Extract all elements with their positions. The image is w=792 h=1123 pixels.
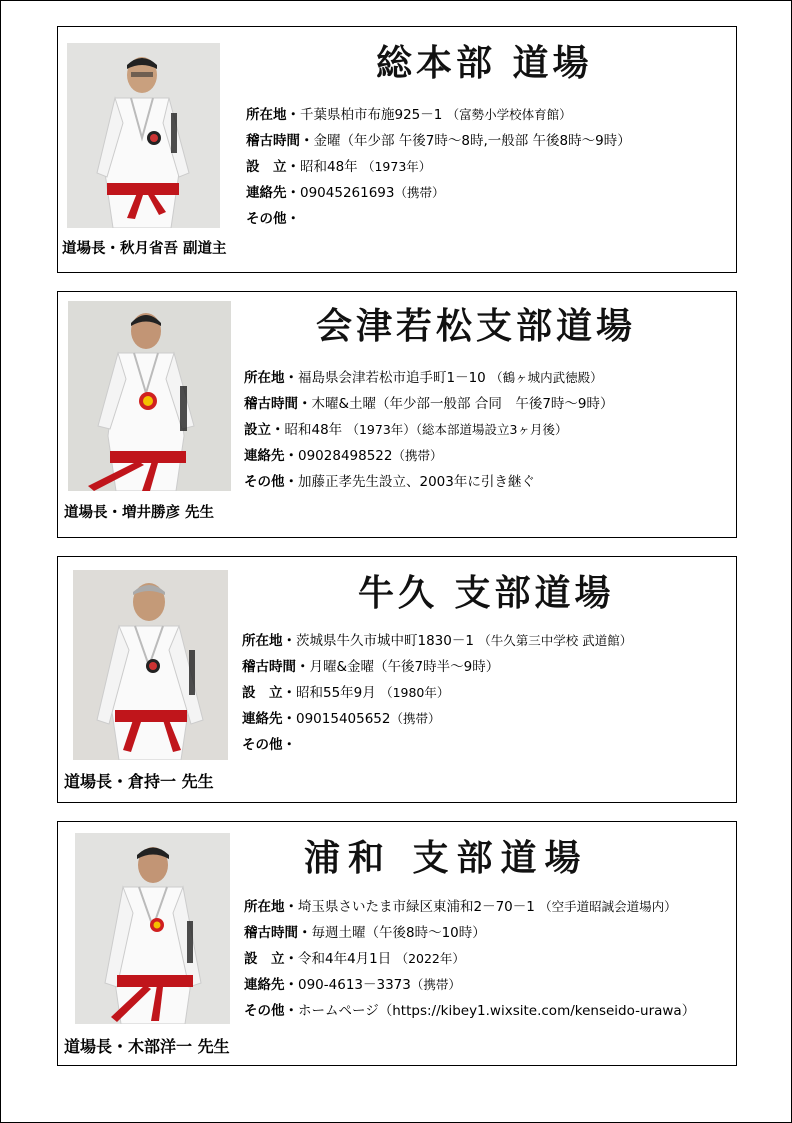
karateka-figure-icon <box>73 570 228 760</box>
info-address <box>244 370 603 386</box>
info-value: 令和4年4月1日 <box>298 951 392 967</box>
info-label: 連絡先・ <box>246 185 300 201</box>
dojo-title: 総本部 道場 <box>376 42 593 84</box>
info-label: 稽古時間・ <box>244 396 312 412</box>
info-value: 09028498522 <box>298 448 393 464</box>
dojo-leader: 道場長・倉持一 先生 <box>64 772 214 791</box>
instructor-photo <box>73 570 228 760</box>
info-founded <box>242 685 449 701</box>
info-label: 連絡先・ <box>244 448 298 464</box>
info-practice-time <box>246 133 631 149</box>
info-note: （携帯） <box>410 977 461 992</box>
dojo-leader: 道場長・増井勝彦 先生 <box>64 505 215 521</box>
info-address <box>246 107 572 123</box>
info-note: （鶴ヶ城内武徳殿） <box>490 370 603 385</box>
info-label: 所在地・ <box>242 633 296 649</box>
dojo-leader: 道場長・木部洋一 先生 <box>64 1037 230 1056</box>
info-practice-time <box>242 659 499 675</box>
instructor-photo <box>75 833 230 1024</box>
info-value: 茨城県牛久市城中町1830－1 <box>296 633 474 649</box>
info-label: その他・ <box>242 737 296 753</box>
instructor-photo <box>67 43 220 228</box>
info-contact <box>244 977 461 993</box>
info-note: （1973年） <box>361 159 432 174</box>
info-value: 090-4613－3373 <box>298 977 411 993</box>
info-value: 月曜&金曜（午後7時半～9時） <box>309 659 500 675</box>
info-value: 09015405652 <box>296 711 391 727</box>
info-label: 稽古時間・ <box>246 133 314 149</box>
info-value: 金曜（年少部 午後7時～8時,一般部 午後8時～9時） <box>313 133 631 149</box>
karateka-figure-icon <box>67 43 220 228</box>
info-label: 稽古時間・ <box>244 925 312 941</box>
info-label: 設立・ <box>244 422 285 438</box>
info-other <box>242 737 296 753</box>
info-label: 連絡先・ <box>244 977 298 993</box>
info-practice-time <box>244 396 614 412</box>
info-address <box>242 633 632 649</box>
dojo-card-sohonbu <box>57 26 737 273</box>
info-note: （1980年） <box>380 685 450 700</box>
info-label: 所在地・ <box>244 899 298 915</box>
info-value: ホームページ（https://kibey1.wixsite.com/kenseido-urawa） <box>298 1003 696 1019</box>
info-value: 昭和55年9月 <box>296 685 376 701</box>
info-label: その他・ <box>244 1003 298 1019</box>
info-note: （携帯） <box>390 711 441 726</box>
info-label: 設 立・ <box>244 951 298 967</box>
info-note: （富勢小学校体育館） <box>446 107 572 122</box>
info-other <box>244 1003 695 1019</box>
karateka-figure-icon <box>75 833 230 1024</box>
info-note: （空手道昭誠会道場内） <box>539 899 677 914</box>
info-other <box>246 211 300 227</box>
info-note: （2022年） <box>395 951 465 966</box>
info-founded <box>244 951 465 967</box>
info-practice-time <box>244 925 486 941</box>
info-founded <box>246 159 431 175</box>
dojo-card-urawa <box>57 821 737 1066</box>
dojo-leader: 道場長・秋月省吾 副道主 <box>62 241 227 257</box>
info-value: 毎週土曜（午後8時～10時） <box>311 925 486 941</box>
info-label: 稽古時間・ <box>242 659 310 675</box>
info-founded <box>244 422 568 438</box>
info-contact <box>244 448 443 464</box>
info-value: 千葉県柏市布施925－1 <box>300 107 443 123</box>
info-note: （牛久第三中学校 武道館） <box>478 633 633 648</box>
info-label: その他・ <box>244 474 298 490</box>
info-value: 加藤正孝先生設立、2003年に引き継ぐ <box>298 474 535 490</box>
info-note: （携帯） <box>394 185 445 200</box>
info-label: 設 立・ <box>242 685 296 701</box>
info-contact <box>242 711 441 727</box>
dojo-card-ushiku <box>57 556 737 803</box>
info-value: 福島県会津若松市追手町1－10 <box>298 370 486 386</box>
info-other <box>244 474 535 490</box>
info-note: （携帯） <box>392 448 443 463</box>
info-label: その他・ <box>246 211 300 227</box>
dojo-title: 浦和 支部道場 <box>304 837 589 879</box>
info-value: 埼玉県さいたま市緑区東浦和2－70－1 <box>298 899 535 915</box>
karateka-figure-icon <box>68 301 231 491</box>
dojo-title: 会津若松支部道場 <box>316 305 637 347</box>
info-value: 木曜&土曜（年少部一般部 合同 午後7時～9時） <box>311 396 614 412</box>
instructor-photo <box>68 301 231 491</box>
info-note: （1973年）（総本部道場設立3ヶ月後） <box>346 422 568 437</box>
dojo-card-aizuwakamatsu <box>57 291 737 538</box>
info-value: 昭和48年 <box>300 159 358 175</box>
info-value: 昭和48年 <box>284 422 343 438</box>
info-contact <box>246 185 445 201</box>
info-label: 所在地・ <box>244 370 298 386</box>
info-value: 09045261693 <box>300 185 395 201</box>
info-address <box>244 899 677 915</box>
info-label: 連絡先・ <box>242 711 296 727</box>
info-label: 所在地・ <box>246 107 300 123</box>
dojo-title: 牛久 支部道場 <box>358 572 615 614</box>
info-label: 設 立・ <box>246 159 300 175</box>
